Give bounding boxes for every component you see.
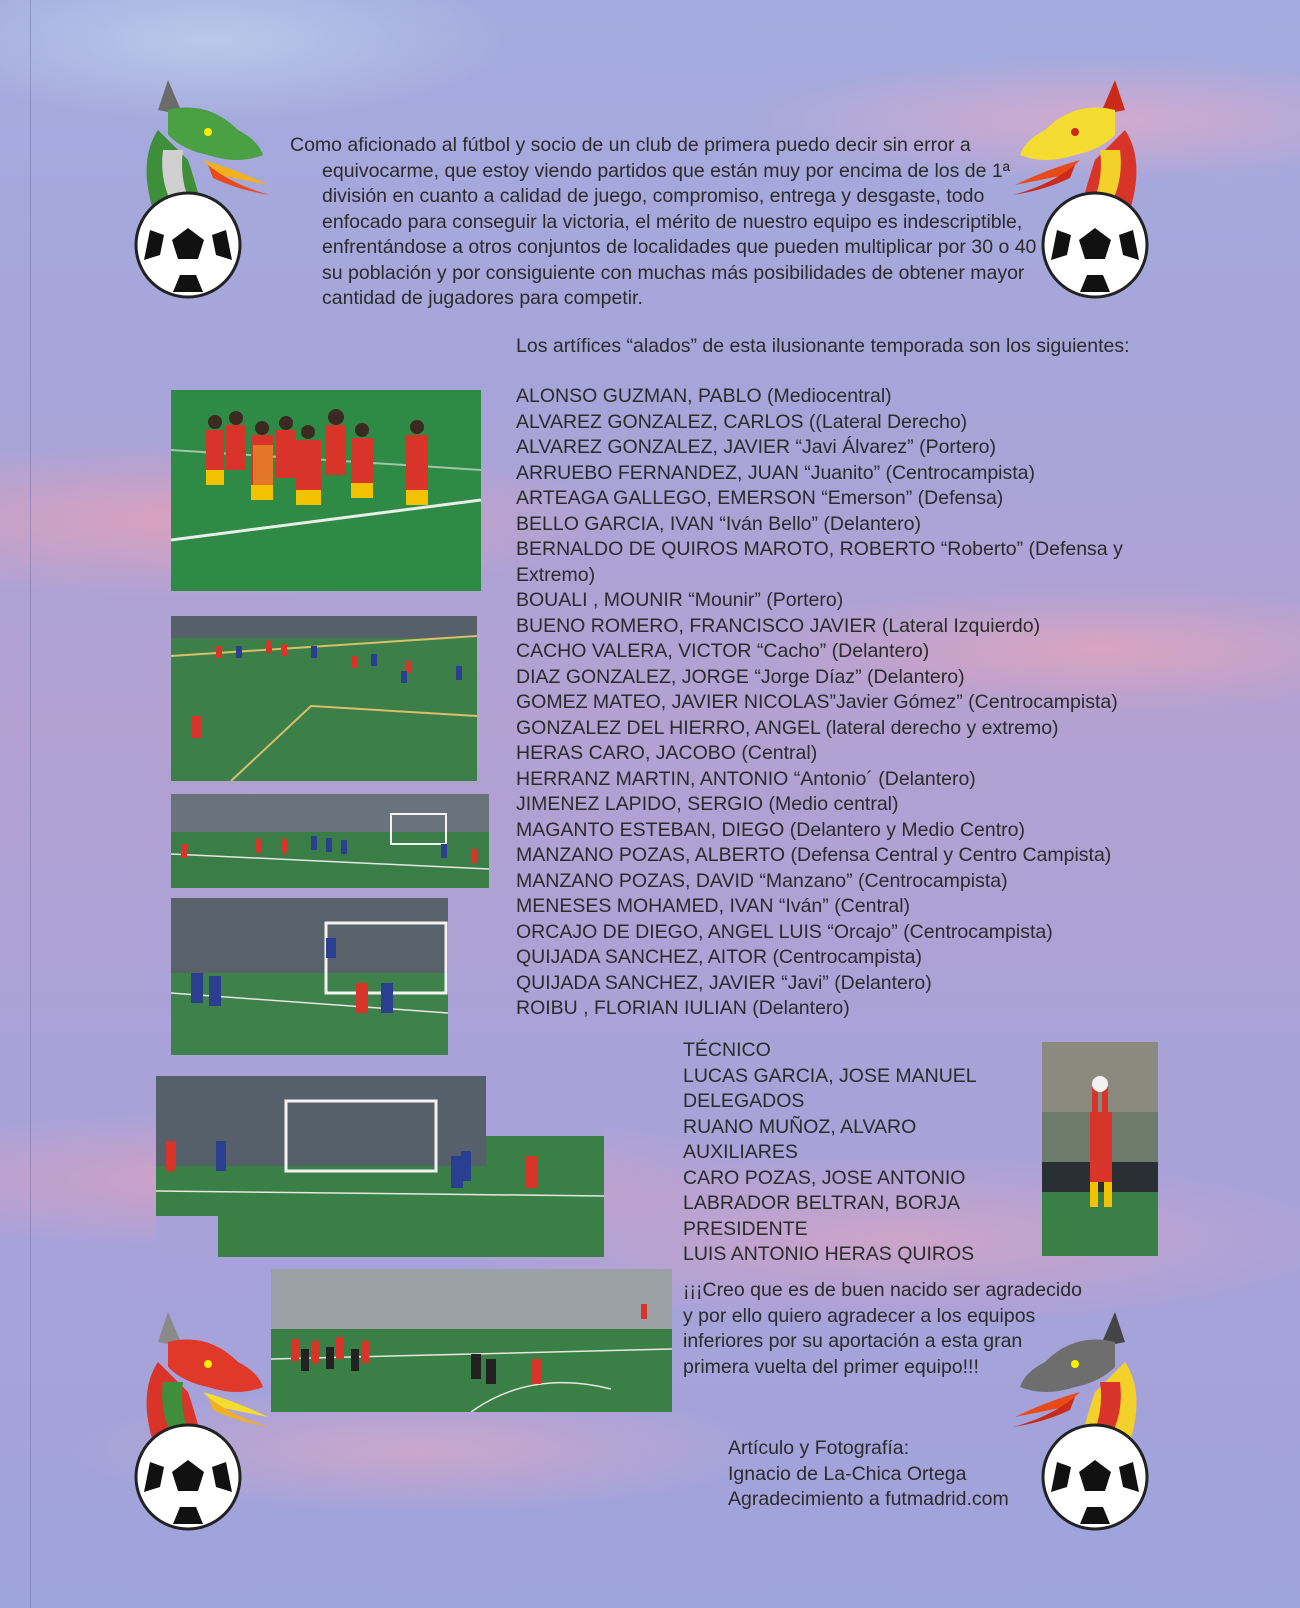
staff-heading: DELEGADOS — [683, 1090, 805, 1112]
roster-item: BERNALDO DE QUIROS MAROTO, ROBERTO “Roberto” (Defensa y Extremo) — [516, 538, 1123, 586]
roster-item: QUIJADA SANCHEZ, AITOR (Centrocampista) — [516, 946, 922, 968]
roster-item: DIAZ GONZALEZ, JORGE “Jorge Díaz” (Delantero) — [516, 665, 965, 688]
dragon-green-logo — [128, 70, 278, 300]
roster-item: ALONSO GUZMAN, PABLO (Mediocentral) — [516, 385, 892, 407]
roster-item: ALVAREZ GONZALEZ, JAVIER “Javi Álvarez” (Portero) — [516, 436, 997, 458]
roster-item: BUENO ROMERO, FRANCISCO JAVIER (Lateral Izquierdo) — [516, 614, 1041, 637]
article-credit — [728, 1436, 1058, 1513]
intro-paragraph: Como aficionado al fútbol y socio de un club de primera puedo decir sin error a equivocarme, que estoy viendo partidos que están muy por encima de los de 1ª división en cuanto a calidad de juego, compromiso, entrega y desgaste, todo enfocado para conseguir la victoria, el mérito de nuestro equipo es indescriptible, enfrentándose a otros conjuntos de localidades que pueden multiplicar por 30 o 40 su población y por consiguiente con muchas más posibilidades de obtener mayor cantidad de jugadores para competir. — [290, 134, 1037, 309]
roster-item: ORCAJO DE DIEGO, ANGEL LUIS “Orcajo” (Centrocampista) — [516, 920, 1053, 943]
match-photo-1 — [171, 616, 477, 781]
roster-item: HERRANZ MARTIN, ANTONIO “Antonio´ (Delantero) — [516, 767, 976, 790]
roster-item: CACHO VALERA, VICTOR “Cacho” (Delantero) — [516, 640, 930, 662]
roster-item: GONZALEZ DEL HIERRO, ANGEL (lateral derecho y extremo) — [516, 716, 1059, 739]
staff-member: RUANO MUÑOZ, ALVARO — [683, 1115, 917, 1138]
roster-item: ALVAREZ GONZALEZ, CARLOS ((Lateral Derecho) — [516, 410, 968, 433]
roster-item: BELLO GARCIA, IVAN “Iván Bello” (Delantero) — [516, 512, 921, 535]
staff-list — [683, 1038, 1033, 1268]
roster-item: QUIJADA SANCHEZ, JAVIER “Javi” (Delantero) — [516, 971, 932, 994]
match-photo-2 — [171, 794, 489, 888]
credit-line: Ignacio de La-Chica Ortega — [728, 1462, 967, 1485]
goalkeeper-photo — [1042, 1042, 1158, 1256]
roster-item: BOUALI , MOUNIR “Mounir” (Portero) — [516, 589, 844, 611]
staff-member: CARO POZAS, JOSE ANTONIO — [683, 1166, 966, 1189]
staff-member: LABRADOR BELTRAN, BORJA — [683, 1192, 961, 1214]
roster-item: ROIBU , FLORIAN IULIAN (Delantero) — [516, 997, 850, 1019]
staff-member: LUIS ANTONIO HERAS QUIROS — [683, 1243, 975, 1265]
match-photo-4 — [156, 1076, 604, 1257]
match-photo-5 — [271, 1269, 672, 1412]
staff-member: LUCAS GARCIA, JOSE MANUEL — [683, 1064, 977, 1087]
team-huddle-photo — [171, 390, 481, 591]
staff-heading: PRESIDENTE — [683, 1217, 808, 1240]
roster-item: MAGANTO ESTEBAN, DIEGO (Delantero y Medio Centro) — [516, 818, 1025, 841]
roster-lead: Los artífices “alados” de esta ilusionante temporada son los siguientes: — [516, 335, 1130, 357]
roster-item: ARRUEBO FERNANDEZ, JUAN “Juanito” (Centrocampista) — [516, 461, 1036, 484]
roster-item: HERAS CARO, JACOBO (Central) — [516, 742, 818, 764]
credit-line: Agradecimiento a futmadrid.com — [728, 1488, 1009, 1510]
dragon-red-green-logo — [128, 1302, 278, 1532]
page-spine — [30, 0, 31, 1608]
roster-item: GOMEZ MATEO, JAVIER NICOLAS”Javier Gómez” (Centrocampista) — [516, 691, 1118, 713]
roster-item: MENESES MOHAMED, IVAN “Iván” (Central) — [516, 895, 911, 917]
player-roster — [516, 384, 1176, 1022]
credit-line: Artículo y Fotografía: — [728, 1437, 909, 1459]
staff-heading: AUXILIARES — [683, 1141, 798, 1163]
roster-item: ARTEAGA GALLEGO, EMERSON “Emerson” (Defensa) — [516, 487, 1004, 509]
staff-heading: TÉCNICO — [683, 1039, 771, 1061]
thanks-paragraph: ¡¡¡Creo que es de buen nacido ser agradecido y por ello quiero agradecer a los equipos inferiores por su aportación a esta gran primera vuelta del primer equipo!!! — [683, 1279, 1082, 1378]
roster-item: JIMENEZ LAPIDO, SERGIO (Medio central) — [516, 793, 899, 815]
roster-item: MANZANO POZAS, ALBERTO (Defensa Central y Centro Campista) — [516, 844, 1112, 866]
roster-item: MANZANO POZAS, DAVID “Manzano” (Centrocampista) — [516, 869, 1008, 892]
match-photo-3 — [171, 898, 448, 1055]
